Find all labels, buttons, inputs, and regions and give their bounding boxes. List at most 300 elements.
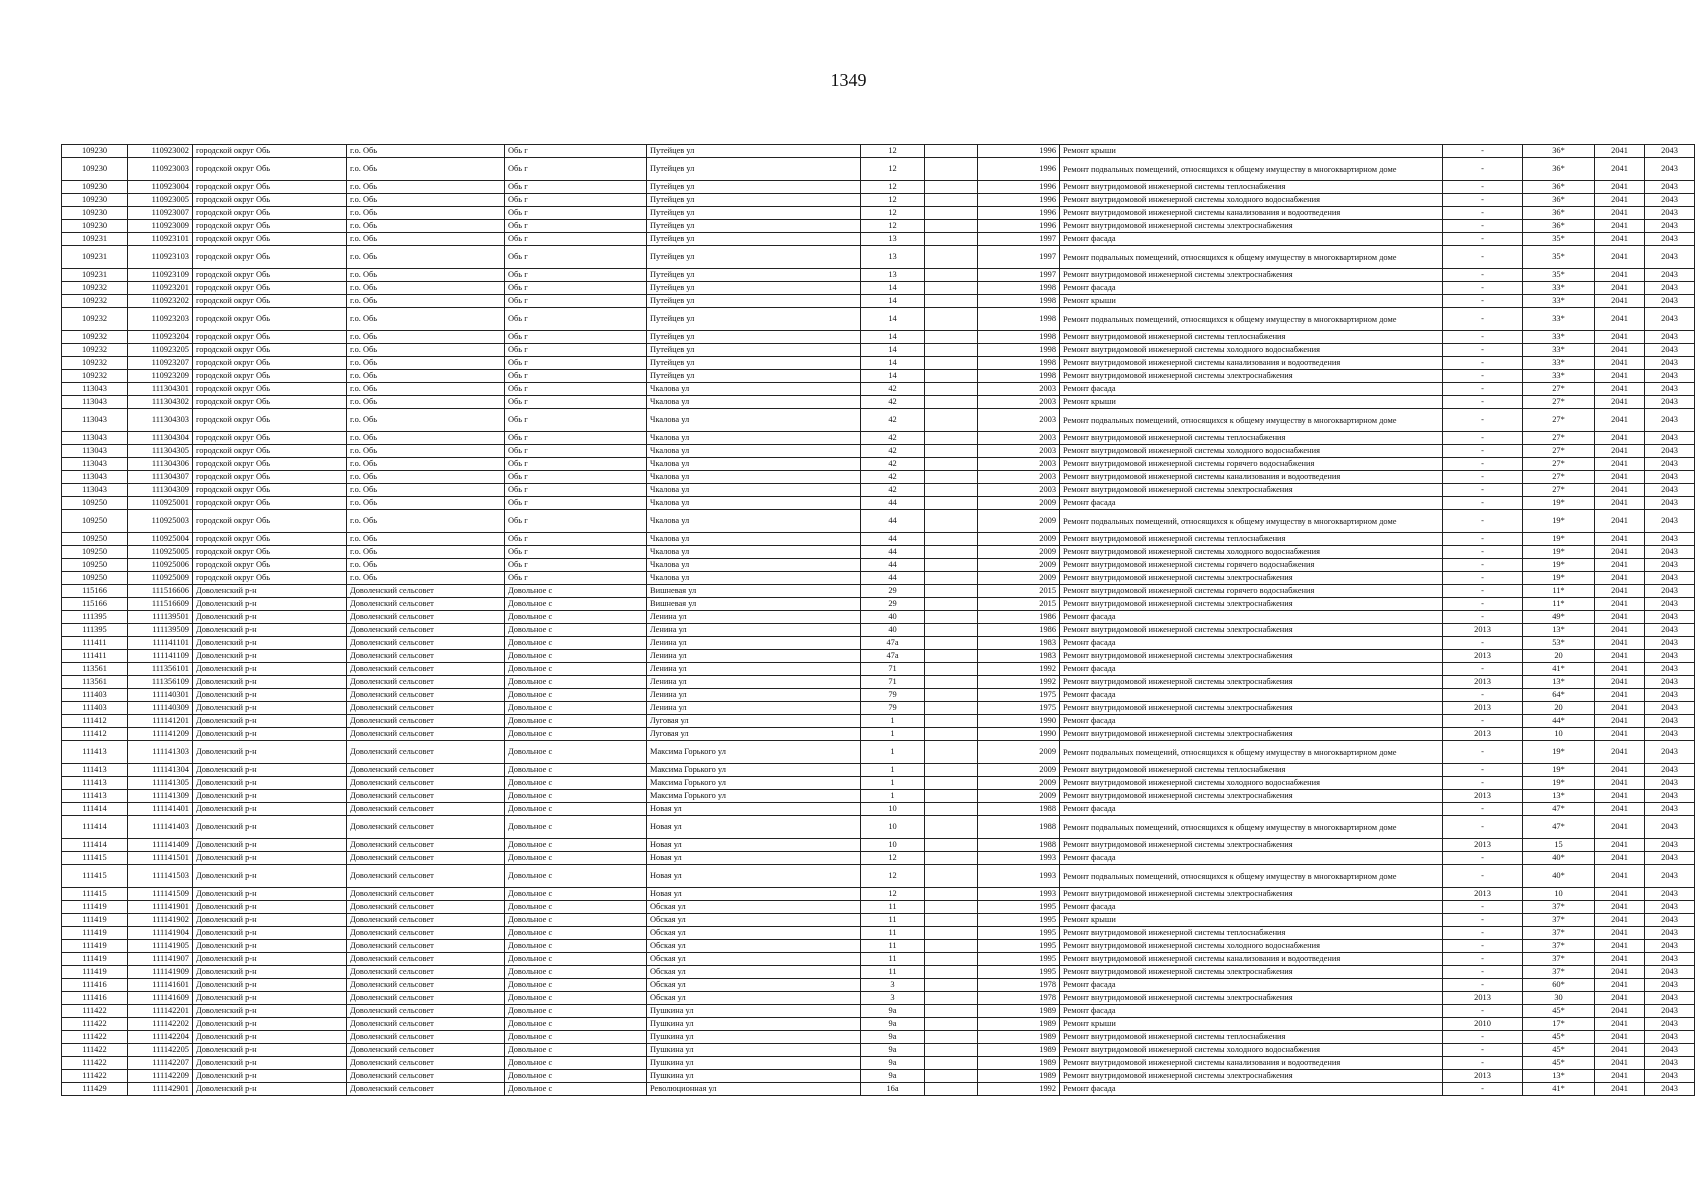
cell-plan-start-year: 2041 <box>1595 1005 1645 1018</box>
cell-plan-end-year: 2043 <box>1645 777 1695 790</box>
cell-house-id: 109250 <box>62 559 128 572</box>
cell-last-repair-year: - <box>1443 409 1523 432</box>
cell-last-repair-year: - <box>1443 246 1523 269</box>
cell-street: Новая ул <box>647 852 861 865</box>
cell-building <box>925 357 978 370</box>
cell-plan-start-year: 2041 <box>1595 308 1645 331</box>
cell-element-id: 111356101 <box>128 663 193 676</box>
cell-house-number: 79 <box>861 702 925 715</box>
table-row <box>62 246 1695 269</box>
table-row <box>62 181 1695 194</box>
cell-element-id: 111516606 <box>128 585 193 598</box>
cell-wear-years: 13* <box>1523 790 1595 803</box>
cell-element-id: 111141902 <box>128 914 193 927</box>
cell-plan-end-year: 2043 <box>1645 598 1695 611</box>
table-row <box>62 676 1695 689</box>
cell-street: Путейцев ул <box>647 220 861 233</box>
cell-work-type: Ремонт крыши <box>1060 914 1443 927</box>
cell-street: Пушкина ул <box>647 1070 861 1083</box>
cell-settlement: г.о. Обь <box>347 484 505 497</box>
cell-commission-year: 1996 <box>978 194 1060 207</box>
cell-element-id: 111141201 <box>128 715 193 728</box>
table-row <box>62 598 1695 611</box>
cell-work-type: Ремонт внутридомовой инженерной системы холодного водоснабжения <box>1060 546 1443 559</box>
cell-house-id: 113043 <box>62 432 128 445</box>
table-row <box>62 728 1695 741</box>
cell-locality: Обь г <box>505 484 647 497</box>
cell-work-type: Ремонт фасада <box>1060 715 1443 728</box>
cell-house-id: 109232 <box>62 370 128 383</box>
cell-building <box>925 207 978 220</box>
cell-locality: Довольное с <box>505 901 647 914</box>
cell-wear-years: 40* <box>1523 852 1595 865</box>
cell-element-id: 110923003 <box>128 158 193 181</box>
cell-building <box>925 689 978 702</box>
cell-building <box>925 194 978 207</box>
cell-locality: Довольное с <box>505 663 647 676</box>
cell-commission-year: 1995 <box>978 966 1060 979</box>
cell-building <box>925 572 978 585</box>
cell-house-id: 111422 <box>62 1070 128 1083</box>
cell-work-type: Ремонт внутридомовой инженерной системы электроснабжения <box>1060 966 1443 979</box>
cell-commission-year: 2009 <box>978 790 1060 803</box>
cell-house-number: 12 <box>861 145 925 158</box>
cell-element-id: 111141907 <box>128 953 193 966</box>
table-row <box>62 585 1695 598</box>
cell-last-repair-year: - <box>1443 1031 1523 1044</box>
cell-locality: Обь г <box>505 409 647 432</box>
cell-plan-end-year: 2043 <box>1645 1044 1695 1057</box>
cell-commission-year: 2009 <box>978 777 1060 790</box>
cell-house-number: 40 <box>861 611 925 624</box>
cell-work-type: Ремонт крыши <box>1060 145 1443 158</box>
cell-plan-start-year: 2041 <box>1595 1057 1645 1070</box>
cell-work-type: Ремонт подвальных помещений, относящихся к общему имуществу в многоквартирном доме <box>1060 409 1443 432</box>
cell-house-number: 9а <box>861 1031 925 1044</box>
cell-municipal-district: городской округ Обь <box>193 158 347 181</box>
cell-plan-end-year: 2043 <box>1645 624 1695 637</box>
cell-building <box>925 940 978 953</box>
cell-house-id: 109250 <box>62 510 128 533</box>
cell-building <box>925 510 978 533</box>
cell-locality: Обь г <box>505 396 647 409</box>
cell-settlement: г.о. Обь <box>347 295 505 308</box>
cell-element-id: 111139509 <box>128 624 193 637</box>
cell-building <box>925 888 978 901</box>
cell-house-id: 109250 <box>62 546 128 559</box>
cell-plan-end-year: 2043 <box>1645 611 1695 624</box>
table-row <box>62 194 1695 207</box>
cell-locality: Обь г <box>505 295 647 308</box>
cell-wear-years: 41* <box>1523 1083 1595 1096</box>
cell-commission-year: 1992 <box>978 1083 1060 1096</box>
cell-building <box>925 992 978 1005</box>
cell-plan-start-year: 2041 <box>1595 220 1645 233</box>
cell-work-type: Ремонт внутридомовой инженерной системы электроснабжения <box>1060 370 1443 383</box>
cell-locality: Довольное с <box>505 764 647 777</box>
cell-plan-end-year: 2043 <box>1645 409 1695 432</box>
cell-house-number: 16а <box>861 1083 925 1096</box>
cell-house-number: 1 <box>861 777 925 790</box>
cell-plan-start-year: 2041 <box>1595 269 1645 282</box>
cell-wear-years: 11* <box>1523 598 1595 611</box>
cell-house-id: 109231 <box>62 269 128 282</box>
cell-settlement: Доволенский сельсовет <box>347 953 505 966</box>
cell-last-repair-year: - <box>1443 233 1523 246</box>
cell-house-number: 11 <box>861 901 925 914</box>
cell-house-id: 109232 <box>62 308 128 331</box>
cell-house-number: 42 <box>861 445 925 458</box>
cell-settlement: г.о. Обь <box>347 331 505 344</box>
cell-locality: Довольное с <box>505 715 647 728</box>
cell-element-id: 111140301 <box>128 689 193 702</box>
cell-plan-end-year: 2043 <box>1645 1083 1695 1096</box>
cell-wear-years: 37* <box>1523 927 1595 940</box>
cell-locality: Обь г <box>505 471 647 484</box>
cell-building <box>925 282 978 295</box>
cell-commission-year: 1986 <box>978 611 1060 624</box>
cell-municipal-district: Доволенский р-н <box>193 611 347 624</box>
cell-commission-year: 2003 <box>978 484 1060 497</box>
table-row <box>62 865 1695 888</box>
cell-house-id: 113043 <box>62 409 128 432</box>
cell-commission-year: 1990 <box>978 728 1060 741</box>
cell-wear-years: 35* <box>1523 233 1595 246</box>
cell-element-id: 110925009 <box>128 572 193 585</box>
cell-work-type: Ремонт внутридомовой инженерной системы холодного водоснабжения <box>1060 445 1443 458</box>
cell-house-id: 111422 <box>62 1018 128 1031</box>
cell-building <box>925 1031 978 1044</box>
cell-plan-end-year: 2043 <box>1645 888 1695 901</box>
cell-locality: Довольное с <box>505 1070 647 1083</box>
cell-last-repair-year: 2013 <box>1443 702 1523 715</box>
cell-settlement: Доволенский сельсовет <box>347 598 505 611</box>
cell-last-repair-year: - <box>1443 803 1523 816</box>
cell-work-type: Ремонт крыши <box>1060 1018 1443 1031</box>
cell-plan-start-year: 2041 <box>1595 927 1645 940</box>
cell-commission-year: 1989 <box>978 1005 1060 1018</box>
cell-settlement: Доволенский сельсовет <box>347 803 505 816</box>
cell-house-id: 111419 <box>62 914 128 927</box>
cell-street: Ленина ул <box>647 611 861 624</box>
table-row <box>62 497 1695 510</box>
cell-last-repair-year: - <box>1443 741 1523 764</box>
cell-building <box>925 927 978 940</box>
cell-work-type: Ремонт фасада <box>1060 383 1443 396</box>
cell-building <box>925 1057 978 1070</box>
cell-work-type: Ремонт подвальных помещений, относящихся к общему имуществу в многоквартирном доме <box>1060 865 1443 888</box>
cell-locality: Обь г <box>505 559 647 572</box>
table-row <box>62 702 1695 715</box>
cell-last-repair-year: 2013 <box>1443 728 1523 741</box>
cell-municipal-district: Доволенский р-н <box>193 1005 347 1018</box>
cell-house-number: 1 <box>861 741 925 764</box>
cell-commission-year: 2003 <box>978 445 1060 458</box>
cell-building <box>925 145 978 158</box>
cell-plan-end-year: 2043 <box>1645 295 1695 308</box>
cell-house-number: 29 <box>861 598 925 611</box>
cell-settlement: Доволенский сельсовет <box>347 689 505 702</box>
cell-building <box>925 559 978 572</box>
cell-municipal-district: Доволенский р-н <box>193 852 347 865</box>
cell-house-number: 71 <box>861 663 925 676</box>
cell-building <box>925 816 978 839</box>
cell-commission-year: 1995 <box>978 940 1060 953</box>
cell-building <box>925 432 978 445</box>
cell-building <box>925 741 978 764</box>
cell-wear-years: 47* <box>1523 803 1595 816</box>
cell-plan-end-year: 2043 <box>1645 865 1695 888</box>
cell-plan-end-year: 2043 <box>1645 370 1695 383</box>
cell-work-type: Ремонт внутридомовой инженерной системы электроснабжения <box>1060 888 1443 901</box>
cell-commission-year: 1998 <box>978 370 1060 383</box>
cell-last-repair-year: - <box>1443 1083 1523 1096</box>
cell-building <box>925 383 978 396</box>
table-row <box>62 790 1695 803</box>
cell-wear-years: 11* <box>1523 585 1595 598</box>
cell-plan-end-year: 2043 <box>1645 966 1695 979</box>
cell-plan-end-year: 2043 <box>1645 282 1695 295</box>
cell-work-type: Ремонт внутридомовой инженерной системы электроснабжения <box>1060 1070 1443 1083</box>
table-row <box>62 650 1695 663</box>
cell-work-type: Ремонт внутридомовой инженерной системы электроснабжения <box>1060 269 1443 282</box>
cell-element-id: 111304301 <box>128 383 193 396</box>
cell-element-id: 111141403 <box>128 816 193 839</box>
cell-last-repair-year: - <box>1443 914 1523 927</box>
cell-municipal-district: Доволенский р-н <box>193 637 347 650</box>
cell-locality: Довольное с <box>505 966 647 979</box>
table-row <box>62 816 1695 839</box>
cell-plan-end-year: 2043 <box>1645 308 1695 331</box>
registry-table <box>61 144 1695 1096</box>
cell-commission-year: 1996 <box>978 181 1060 194</box>
cell-commission-year: 1993 <box>978 865 1060 888</box>
cell-street: Новая ул <box>647 816 861 839</box>
table-row <box>62 145 1695 158</box>
cell-commission-year: 1998 <box>978 295 1060 308</box>
cell-settlement: г.о. Обь <box>347 181 505 194</box>
cell-wear-years: 27* <box>1523 396 1595 409</box>
cell-wear-years: 36* <box>1523 158 1595 181</box>
cell-plan-start-year: 2041 <box>1595 331 1645 344</box>
cell-house-number: 12 <box>861 220 925 233</box>
cell-building <box>925 497 978 510</box>
cell-plan-start-year: 2041 <box>1595 637 1645 650</box>
cell-commission-year: 2003 <box>978 432 1060 445</box>
table-row <box>62 458 1695 471</box>
cell-locality: Довольное с <box>505 624 647 637</box>
cell-plan-end-year: 2043 <box>1645 233 1695 246</box>
cell-plan-start-year: 2041 <box>1595 370 1645 383</box>
cell-street: Пушкина ул <box>647 1005 861 1018</box>
cell-municipal-district: Доволенский р-н <box>193 966 347 979</box>
cell-work-type: Ремонт фасада <box>1060 637 1443 650</box>
cell-locality: Довольное с <box>505 953 647 966</box>
cell-wear-years: 37* <box>1523 940 1595 953</box>
cell-house-number: 42 <box>861 432 925 445</box>
cell-building <box>925 344 978 357</box>
cell-element-id: 111141609 <box>128 992 193 1005</box>
cell-street: Чкалова ул <box>647 432 861 445</box>
table-row <box>62 484 1695 497</box>
cell-last-repair-year: - <box>1443 445 1523 458</box>
cell-house-id: 111415 <box>62 865 128 888</box>
cell-last-repair-year: - <box>1443 370 1523 383</box>
cell-element-id: 111142901 <box>128 1083 193 1096</box>
table-row <box>62 207 1695 220</box>
cell-street: Новая ул <box>647 865 861 888</box>
cell-house-id: 109230 <box>62 181 128 194</box>
cell-locality: Довольное с <box>505 803 647 816</box>
cell-settlement: г.о. Обь <box>347 357 505 370</box>
cell-municipal-district: Доволенский р-н <box>193 940 347 953</box>
cell-last-repair-year: - <box>1443 979 1523 992</box>
cell-locality: Обь г <box>505 233 647 246</box>
cell-work-type: Ремонт внутридомовой инженерной системы канализования и водоотведения <box>1060 471 1443 484</box>
cell-building <box>925 764 978 777</box>
cell-street: Чкалова ул <box>647 383 861 396</box>
cell-building <box>925 650 978 663</box>
cell-plan-end-year: 2043 <box>1645 637 1695 650</box>
cell-street: Луговая ул <box>647 728 861 741</box>
cell-plan-start-year: 2041 <box>1595 1031 1645 1044</box>
cell-last-repair-year: - <box>1443 953 1523 966</box>
cell-locality: Обь г <box>505 158 647 181</box>
cell-house-id: 111413 <box>62 764 128 777</box>
cell-wear-years: 30 <box>1523 992 1595 1005</box>
cell-street: Путейцев ул <box>647 194 861 207</box>
cell-municipal-district: Доволенский р-н <box>193 953 347 966</box>
cell-locality: Обь г <box>505 510 647 533</box>
table-row <box>62 383 1695 396</box>
cell-municipal-district: Доволенский р-н <box>193 1044 347 1057</box>
cell-last-repair-year: - <box>1443 220 1523 233</box>
cell-last-repair-year: 2013 <box>1443 1070 1523 1083</box>
cell-commission-year: 2009 <box>978 741 1060 764</box>
cell-house-number: 10 <box>861 803 925 816</box>
cell-plan-end-year: 2043 <box>1645 383 1695 396</box>
cell-plan-start-year: 2041 <box>1595 940 1645 953</box>
cell-element-id: 110923201 <box>128 282 193 295</box>
cell-last-repair-year: 2013 <box>1443 650 1523 663</box>
cell-settlement: г.о. Обь <box>347 396 505 409</box>
cell-plan-start-year: 2041 <box>1595 344 1645 357</box>
cell-house-number: 1 <box>861 728 925 741</box>
cell-municipal-district: городской округ Обь <box>193 409 347 432</box>
cell-plan-end-year: 2043 <box>1645 585 1695 598</box>
cell-house-id: 113561 <box>62 663 128 676</box>
cell-settlement: Доволенский сельсовет <box>347 839 505 852</box>
cell-house-id: 111395 <box>62 624 128 637</box>
table-row <box>62 432 1695 445</box>
cell-wear-years: 19* <box>1523 777 1595 790</box>
cell-last-repair-year: - <box>1443 295 1523 308</box>
cell-last-repair-year: 2013 <box>1443 888 1523 901</box>
cell-commission-year: 1983 <box>978 650 1060 663</box>
page-number: 1349 <box>830 70 867 90</box>
cell-municipal-district: городской округ Обь <box>193 282 347 295</box>
cell-work-type: Ремонт внутридомовой инженерной системы канализования и водоотведения <box>1060 1057 1443 1070</box>
cell-commission-year: 1996 <box>978 145 1060 158</box>
cell-element-id: 111142201 <box>128 1005 193 1018</box>
cell-element-id: 110925005 <box>128 546 193 559</box>
cell-locality: Довольное с <box>505 741 647 764</box>
cell-wear-years: 35* <box>1523 269 1595 282</box>
cell-locality: Обь г <box>505 207 647 220</box>
cell-wear-years: 19* <box>1523 510 1595 533</box>
cell-locality: Обь г <box>505 432 647 445</box>
cell-commission-year: 1988 <box>978 803 1060 816</box>
cell-house-id: 111403 <box>62 702 128 715</box>
cell-settlement: г.о. Обь <box>347 409 505 432</box>
cell-last-repair-year: 2013 <box>1443 676 1523 689</box>
cell-element-id: 111141101 <box>128 637 193 650</box>
cell-house-id: 109230 <box>62 194 128 207</box>
cell-house-number: 13 <box>861 246 925 269</box>
cell-street: Чкалова ул <box>647 458 861 471</box>
cell-house-id: 111419 <box>62 901 128 914</box>
cell-locality: Обь г <box>505 220 647 233</box>
cell-street: Обская ул <box>647 953 861 966</box>
table-row <box>62 559 1695 572</box>
table-row <box>62 953 1695 966</box>
cell-wear-years: 27* <box>1523 471 1595 484</box>
cell-house-number: 40 <box>861 624 925 637</box>
cell-municipal-district: городской округ Обь <box>193 559 347 572</box>
cell-commission-year: 2009 <box>978 510 1060 533</box>
cell-house-number: 44 <box>861 497 925 510</box>
table-row <box>62 269 1695 282</box>
cell-settlement: Доволенский сельсовет <box>347 852 505 865</box>
cell-commission-year: 2003 <box>978 396 1060 409</box>
cell-house-id: 111422 <box>62 1031 128 1044</box>
cell-work-type: Ремонт внутридомовой инженерной системы электроснабжения <box>1060 992 1443 1005</box>
table-row <box>62 1031 1695 1044</box>
table-row <box>62 295 1695 308</box>
cell-locality: Довольное с <box>505 585 647 598</box>
cell-building <box>925 624 978 637</box>
cell-settlement: г.о. Обь <box>347 445 505 458</box>
cell-work-type: Ремонт внутридомовой инженерной системы горячего водоснабжения <box>1060 585 1443 598</box>
cell-commission-year: 1975 <box>978 702 1060 715</box>
cell-work-type: Ремонт внутридомовой инженерной системы электроснабжения <box>1060 220 1443 233</box>
cell-house-number: 44 <box>861 533 925 546</box>
cell-building <box>925 663 978 676</box>
cell-work-type: Ремонт внутридомовой инженерной системы канализования и водоотведения <box>1060 357 1443 370</box>
cell-wear-years: 36* <box>1523 194 1595 207</box>
cell-wear-years: 19* <box>1523 559 1595 572</box>
cell-locality: Довольное с <box>505 865 647 888</box>
cell-last-repair-year: - <box>1443 559 1523 572</box>
table-row <box>62 1044 1695 1057</box>
cell-plan-end-year: 2043 <box>1645 246 1695 269</box>
cell-last-repair-year: - <box>1443 484 1523 497</box>
cell-element-id: 110923202 <box>128 295 193 308</box>
cell-plan-start-year: 2041 <box>1595 611 1645 624</box>
cell-commission-year: 2009 <box>978 559 1060 572</box>
cell-municipal-district: городской округ Обь <box>193 233 347 246</box>
cell-municipal-district: Доволенский р-н <box>193 689 347 702</box>
cell-street: Пушкина ул <box>647 1031 861 1044</box>
cell-element-id: 111141304 <box>128 764 193 777</box>
cell-municipal-district: городской округ Обь <box>193 471 347 484</box>
cell-wear-years: 45* <box>1523 1005 1595 1018</box>
cell-locality: Довольное с <box>505 777 647 790</box>
cell-commission-year: 1978 <box>978 979 1060 992</box>
cell-locality: Обь г <box>505 533 647 546</box>
cell-element-id: 111304302 <box>128 396 193 409</box>
cell-street: Обская ул <box>647 940 861 953</box>
